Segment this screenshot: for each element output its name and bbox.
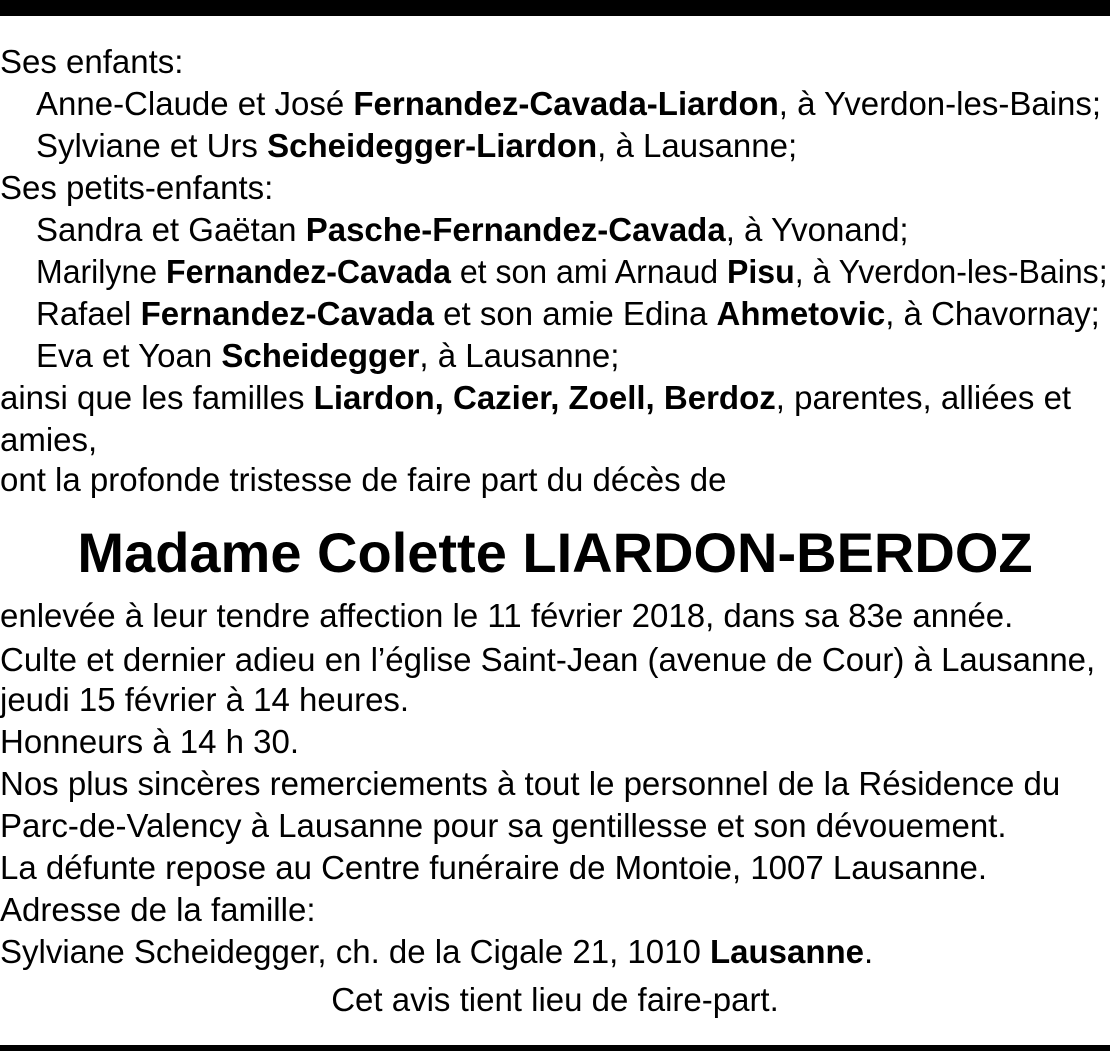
grandchild-2-partner-name: Pisu	[727, 253, 795, 290]
child-2-name: Scheidegger-Liardon	[267, 127, 598, 164]
child-2-suffix: , à Lausanne;	[597, 127, 798, 164]
top-rule	[0, 0, 1110, 16]
grandchild-3-name: Fernandez-Cavada	[140, 295, 434, 332]
grandchild-4-prefix: Eva et Yoan	[36, 337, 222, 374]
families-line-continued: amies,	[0, 421, 98, 458]
family-address-suffix: .	[864, 933, 874, 970]
grandchild-1-suffix: , à Yvonand;	[725, 211, 909, 248]
family-address-city: Lausanne	[709, 933, 865, 970]
thanks-line-2: Parc-de-Valency à Lausanne pour sa gentillesse et son dévouement.	[0, 807, 1007, 844]
child-2-prefix: Sylviane et Urs	[36, 127, 268, 164]
service-line-1: Culte et dernier adieu en l’église Saint-Jean (avenue de Cour) à Lausanne,	[0, 641, 1096, 678]
family-address-prefix: Sylviane Scheidegger, ch. de la Cigale 21, 1010	[0, 933, 710, 970]
grandchild-3-prefix: Rafael	[36, 295, 141, 332]
child-1-prefix: Anne-Claude et José	[36, 85, 354, 122]
grandchild-4-suffix: , à Lausanne;	[419, 337, 620, 374]
grandchild-2-suffix: , à Yverdon-les-Bains;	[794, 253, 1108, 290]
grandchild-line-3	[36, 294, 1100, 334]
family-address-line	[0, 932, 873, 972]
service-line-2: jeudi 15 février à 14 heures.	[0, 681, 410, 718]
child-line-1	[36, 84, 1101, 124]
families-suffix: , parentes, alliées et	[775, 379, 1072, 416]
child-1-suffix: , à Yverdon-les-Bains;	[778, 85, 1102, 122]
grandchild-3-suffix: , à Chavornay;	[885, 295, 1100, 332]
grandchild-4-name: Scheidegger	[221, 337, 420, 374]
grandchild-line-2	[36, 252, 1108, 292]
honours-line: Honneurs à 14 h 30.	[0, 723, 300, 760]
families-names: Liardon, Cazier, Zoell, Berdoz	[313, 379, 776, 416]
child-1-name: Fernandez-Cavada-Liardon	[353, 85, 779, 122]
grandchild-2-middle: et son ami Arnaud	[450, 253, 728, 290]
notice-line: Cet avis tient lieu de faire-part.	[331, 981, 779, 1018]
children-header: Ses enfants:	[0, 43, 184, 80]
grandchild-1-prefix: Sandra et Gaëtan	[36, 211, 306, 248]
rests-line: La défunte repose au Centre funéraire de Montoie, 1007 Lausanne.	[0, 849, 988, 886]
grandchild-line-1	[36, 210, 909, 250]
grandchildren-header: Ses petits-enfants:	[0, 169, 274, 206]
grandchild-3-partner-name: Ahmetovic	[716, 295, 886, 332]
deceased-name-heading: Madame Colette LIARDON-BERDOZ	[77, 521, 1033, 584]
families-prefix: ainsi que les familles	[0, 379, 314, 416]
announcement-line: ont la profonde tristesse de faire part du décès de	[0, 461, 727, 498]
grandchild-2-prefix: Marilyne	[36, 253, 166, 290]
grandchild-2-name: Fernandez-Cavada	[165, 253, 451, 290]
bottom-rule	[0, 1045, 1110, 1051]
thanks-line-1: Nos plus sincères remerciements à tout le personnel de la Résidence du	[0, 765, 1061, 802]
families-line	[0, 378, 1071, 418]
passed-line: enlevée à leur tendre affection le 11 février 2018, dans sa 83e année.	[0, 597, 1014, 634]
family-address-header: Adresse de la famille:	[0, 891, 316, 928]
child-line-2	[36, 126, 797, 166]
grandchild-3-middle: et son amie Edina	[434, 295, 717, 332]
grandchild-1-name: Pasche-Fernandez-Cavada	[305, 211, 726, 248]
grandchild-line-4	[36, 336, 619, 376]
